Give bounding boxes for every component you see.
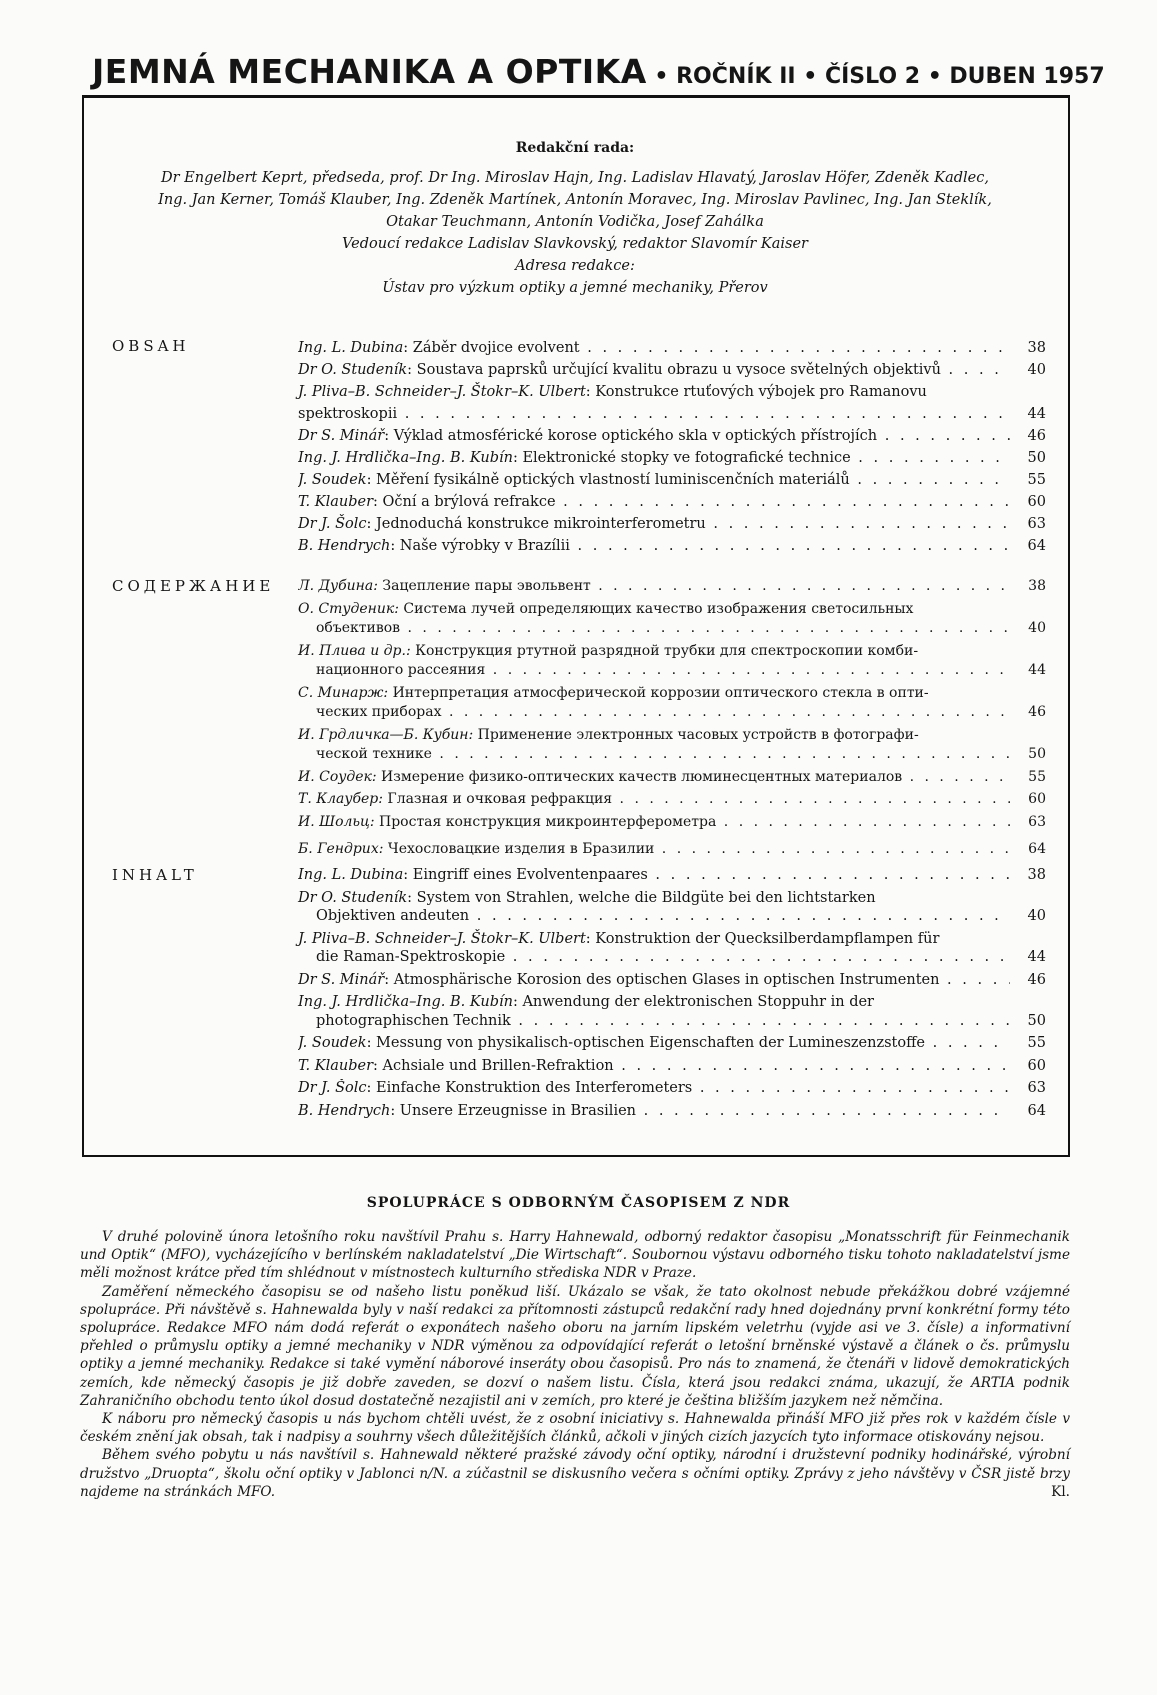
- board-heading: Redakční rada:: [515, 140, 635, 156]
- toc-entry[interactable]: О. Студеник: Система лучей определяющих качество изображения светосильных объективов . . . 40: [298, 600, 1046, 639]
- board-line: Dr Engelbert Keprt, předseda, prof. Dr Ing. Miroslav Hajn, Ing. Ladislav Hlavatý, Jaroslav Höfer, Zdeněk Kadlec,: [161, 170, 989, 186]
- toc-entry[interactable]: Л. Дубина: Зацепление пары эвольвент . . . 38: [298, 577, 1046, 597]
- page-number: 60: [1027, 494, 1046, 510]
- journal-title: JEMNÁ MECHANIKA A OPTIKA: [92, 52, 647, 91]
- toc-entry[interactable]: Dr O. Studeník: System von Strahlen, welche die Bildgüte bei den lichtstarken Objektiven andeuten . . . 40: [298, 889, 1046, 926]
- toc-entry[interactable]: Ing. L. Dubina: Eingriff eines Evolventenpaares . . . 38: [298, 866, 1046, 885]
- article-body: [80, 1228, 1070, 1501]
- board-line: Adresa redakce:: [515, 258, 635, 274]
- page-number: 44: [1028, 662, 1046, 678]
- page-number: 64: [1027, 1102, 1046, 1119]
- toc-entry[interactable]: J. Pliva–B. Schneider–J. Štokr–K. Ulbert: Konstrukce rtuťových výbojek pro Ramanovu spektroskopii . . . 44: [298, 381, 1046, 425]
- article-signature: Kl.: [1051, 1483, 1070, 1500]
- page-number: 50: [1028, 746, 1046, 762]
- article-paragraph: Zaměření německého časopisu se od našeho listu poněkud liší. Ukázalo se však, že tato okolnost nebude překážkou dobré vzájemné spolupráce. Při návštěvě s. Hahnewalda byly v naší redakci za přítomnosti zástupců redakční rady hned dojednány první konkrétní formy této spolupráce. Redakce MFO nám dodá referát o exponátech našeho oboru na jarním lipském veletrhu (vyjde asi ve 3. čísle) a informativní přehled o průmyslu optiky a jemné mechaniky v NDR výměnou za odpovídající referát o letošní brněnské výstavě a článek o čs. průmyslu optiky a jemné mechaniky. Redakce si také vymění náborové inseráty obou časopisů. Pro nás to znamená, že čtenáři v lidově demokratických zemích, kde německý časopis je již dobře zaveden, se dozví o našem listu. Čísla, která jsou redakci známa, ukazují, že ARTIA podnik Zahraničního obchodu tento úkol dosud dostatečně nezajistil ani v zemích, pro které je čeština bližším jazykem než němčina.: [80, 1283, 1070, 1409]
- section-label-obsah: OBSAH: [112, 337, 190, 355]
- toc-entry[interactable]: Ing. L. Dubina: Záběr dvojice evolvent . . . 38: [298, 337, 1046, 359]
- toc-inhalt: [298, 866, 1046, 1120]
- page-number: 55: [1028, 768, 1046, 785]
- toc-entry[interactable]: Ing. J. Hrdlička–Ing. B. Kubín: Anwendung der elektronischen Stoppuhr in der photographischen Technik . . . 50: [298, 993, 1046, 1030]
- toc-entry[interactable]: Б. Гендрих: Чехословацкие изделия в Бразилии . . . 64: [298, 840, 1046, 860]
- page-number: 44: [1027, 949, 1046, 965]
- page-number: 55: [1027, 1035, 1046, 1051]
- toc-entry[interactable]: J. Soudek: Měření fysikálně optických vlastností luminiscenčních materiálů . . . 55: [298, 469, 1046, 491]
- toc-entry[interactable]: J. Pliva–B. Schneider–J. Štokr–K. Ulbert: Konstruktion der Quecksilberdampflampen für die Raman-Spektroskopie . . . 44: [298, 930, 1046, 967]
- page-number: 40: [1027, 362, 1046, 378]
- article-paragraph: Během svého pobytu u nás navštívil s. Hahnewald některé pražské závody oční optiky, národní i družstevní podniky hodinářské, výrobní družstvo „Druopta“, školu oční optiky v Jablonci n/N. a zúčastnil se diskusního večera s očními optiky. Zprávy z jeho návštěvy v ČSR jistě brzy najdeme na stránkách MFO. Kl.: [80, 1447, 1070, 1500]
- toc-entry[interactable]: И. Шольц: Простая конструкция микроинтерферометра . . . 63: [298, 813, 1046, 833]
- article-paragraph: V druhé polovině února letošního roku navštívil Prahu s. Harry Hahnewald, odborný redaktor časopisu „Monatsschrift für Feinmechanik und Optik“ (MFO), vycházejícího v berlínském nakladatelství „Die Wirtschaft“. Soubornou výstavu odborného tisku tohoto nakladatelství jsme měli možnost krátce před tím shlédnout v místnostech kulturního střediska NDR v Praze.: [80, 1229, 1070, 1282]
- issue-info: • ROČNÍK II • ČÍSLO 2 • DUBEN 1957: [646, 64, 1105, 89]
- page-number: 63: [1028, 813, 1046, 830]
- page-number: 46: [1027, 971, 1046, 988]
- toc-entry[interactable]: Т. Клаубер: Глазная и очковая рефракция . . . 60: [298, 790, 1046, 810]
- toc-entry[interactable]: B. Hendrych: Naše výrobky v Brazílii . . . 64: [298, 535, 1046, 557]
- toc-soderzhanie: [298, 577, 1046, 860]
- page-number: 38: [1027, 340, 1046, 356]
- page-number: 60: [1028, 791, 1046, 807]
- page-number: 60: [1027, 1057, 1046, 1074]
- page-number: 63: [1027, 516, 1046, 532]
- editorial-board: [95, 137, 1055, 299]
- page-number: 64: [1028, 841, 1046, 857]
- board-line: Vedoucí redakce Ladislav Slavkovský, redaktor Slavomír Kaiser: [342, 236, 808, 252]
- page-number: 63: [1027, 1080, 1046, 1096]
- toc-entry[interactable]: Dr S. Minář: Atmosphärische Korosion des optischen Glases in optischen Instrumenten . . . 46: [298, 971, 1046, 990]
- toc-entry[interactable]: T. Klauber: Oční a brýlová refrakce . . . 60: [298, 491, 1046, 513]
- toc-entry[interactable]: Dr J. Šolc: Jednoduchá konstrukce mikrointerferometru . . . 63: [298, 513, 1046, 535]
- board-line: Ústav pro výzkum optiky a jemné mechaniky, Přerov: [382, 280, 768, 296]
- article-paragraph: K náboru pro německý časopis u nás bychom chtěli uvést, že z osobní iniciativy s. Hahnewalda přináší MFO již přes rok v každém čísle v českém znění jak obsah, tak i nadpisy a souhrny všech důležitějších článků, ačkoli v jiných cizích jazycích tyto informace otiskovány nejsou.: [80, 1411, 1070, 1446]
- toc-entry[interactable]: И. Плива и др.: Конструкция ртутной разрядной трубки для спектроскопии комби- национного рассеяния . . . 44: [298, 642, 1046, 681]
- page-number: 50: [1027, 450, 1046, 466]
- toc-entry[interactable]: И. Грдличка—Б. Кубин: Применение электронных часовых устройств в фотографи- ческой технике . . . 50: [298, 726, 1046, 765]
- page-number: 64: [1027, 538, 1046, 554]
- page-number: 50: [1027, 1012, 1046, 1029]
- toc-entry[interactable]: Dr O. Studeník: Soustava paprsků určující kvalitu obrazu u vysoce světelných objektivů . . . 40: [298, 359, 1046, 381]
- toc-entry[interactable]: Dr S. Minář: Výklad atmosférické korose optického skla v optických přístrojích . . . 46: [298, 425, 1046, 447]
- toc-entry[interactable]: Dr J. Šolc: Einfache Konstruktion des Interferometers . . . 63: [298, 1079, 1046, 1098]
- article-title: SPOLUPRÁCE S ODBORNÝM ČASOPISEM Z NDR: [366, 1195, 791, 1211]
- masthead: [92, 52, 1105, 91]
- toc-entry[interactable]: B. Hendrych: Unsere Erzeugnisse in Brasilien . . . 64: [298, 1102, 1046, 1121]
- board-line: Ing. Jan Kerner, Tomáš Klauber, Ing. Zdeněk Martínek, Antonín Moravec, Ing. Miroslav Pavlinec, Ing. Jan Steklík,: [158, 192, 992, 208]
- section-label-soderzhanie: СОДЕРЖАНИЕ: [112, 577, 275, 595]
- toc-entry[interactable]: T. Klauber: Achsiale und Brillen-Refraktion . . . 60: [298, 1057, 1046, 1076]
- toc-entry[interactable]: С. Минарж: Интерпретация атмосферической коррозии оптического стекла в опти- ческих приборах . . . 46: [298, 684, 1046, 723]
- toc-entry[interactable]: Ing. J. Hrdlička–Ing. B. Kubín: Elektronické stopky ve fotografické technice . . . 50: [298, 447, 1046, 469]
- page-number: 40: [1027, 908, 1046, 924]
- page-number: 38: [1028, 578, 1046, 594]
- page-number: 46: [1027, 428, 1046, 444]
- toc-entry[interactable]: J. Soudek: Messung von physikalisch-optischen Eigenschaften der Lumineszenzstoffe . . . 55: [298, 1034, 1046, 1053]
- board-line: Otakar Teuchmann, Antonín Vodička, Josef Zahálka: [386, 214, 764, 230]
- toc-entry[interactable]: И. Соудек: Измерение физико-оптических качеств люминесцентных материалов . . . 55: [298, 768, 1046, 788]
- section-label-inhalt: INHALT: [112, 866, 198, 884]
- toc-obsah: [298, 337, 1046, 557]
- page-number: 40: [1028, 620, 1046, 636]
- page-number: 38: [1027, 867, 1046, 883]
- page-number: 55: [1027, 472, 1046, 488]
- page-number: 44: [1027, 406, 1046, 422]
- page-number: 46: [1028, 704, 1046, 720]
